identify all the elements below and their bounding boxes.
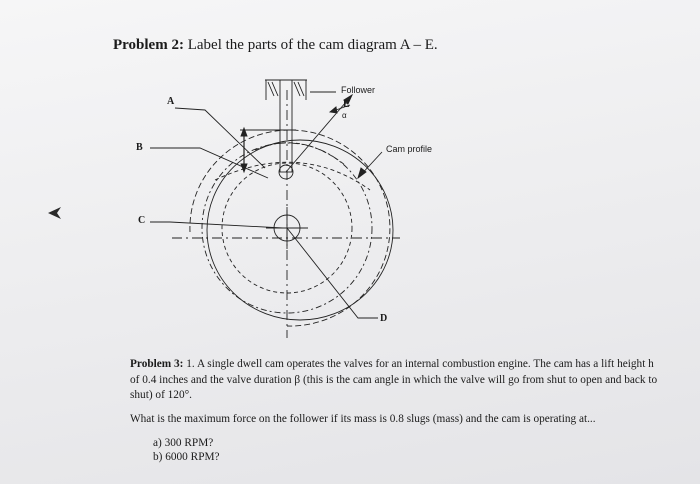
label-d: D (380, 313, 388, 324)
leader-c (150, 222, 283, 228)
alpha-symbol: α (342, 111, 347, 120)
option-b: b) 6000 RPM? (153, 451, 220, 463)
problem-3-options (153, 436, 220, 464)
label-b: B (136, 142, 143, 153)
cam-profile-label: Cam profile (386, 144, 433, 154)
leader-d (287, 228, 378, 318)
problem-3-label: Problem 3: (130, 358, 184, 370)
problem-3 (130, 357, 660, 427)
problem-3-question: What is the maximum force on the follower if its mass is 0.8 slugs (mass) and the cam is operating at... (130, 412, 596, 425)
label-e: E (343, 99, 350, 110)
leader-b (150, 148, 268, 178)
problem-3-text: 1. A single dwell cam operates the valves for an internal combustion engine. The cam has a lift height h of 0.4 inches and the valve duration β (this is the cam angle in which the valve will go from shut to open and back to shut) of 120°. (130, 358, 658, 401)
problem-2-text: Label the parts of the cam diagram A – E. (183, 37, 438, 53)
follower-stem (280, 80, 292, 172)
problem-2-label: Problem 2: (113, 37, 184, 53)
follower-label: Follower (341, 85, 376, 95)
label-c: C (138, 215, 146, 226)
label-a: A (167, 96, 175, 107)
option-a: a) 300 RPM? (153, 437, 214, 449)
problem-3-statement (130, 357, 660, 404)
